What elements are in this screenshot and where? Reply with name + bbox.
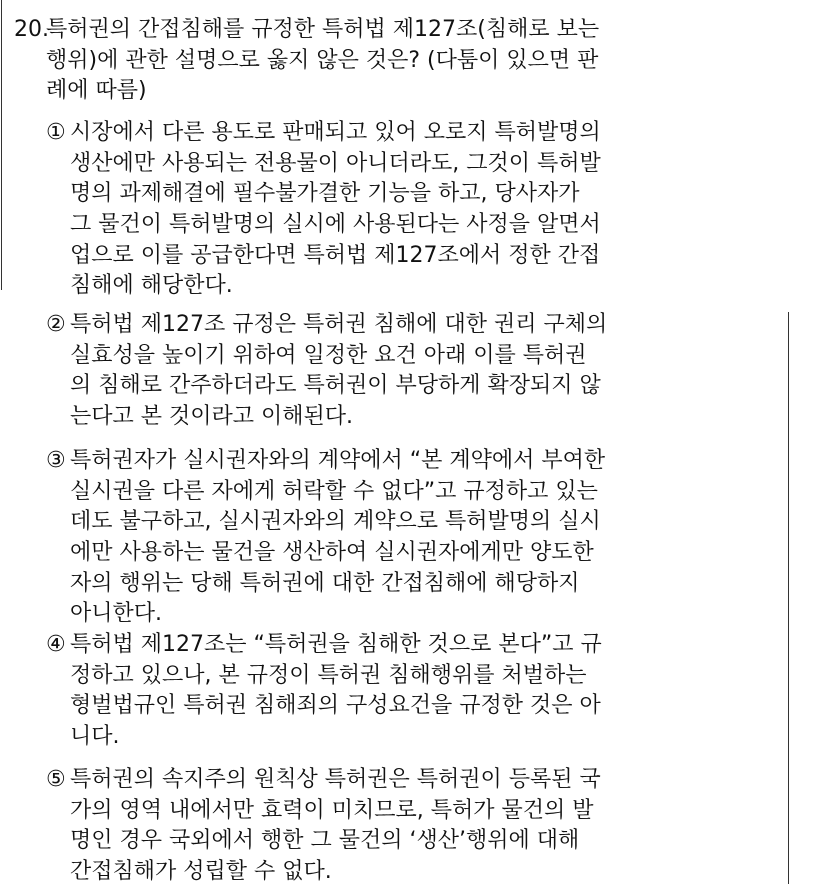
- option-marker: ⑤: [46, 767, 66, 792]
- option-line: 침해에 해당한다.: [70, 273, 233, 299]
- option-5[interactable]: [46, 765, 601, 888]
- option-line: 의 침해로 간주하더라도 특허권이 부당하게 확장되지 않: [70, 373, 601, 399]
- option-line: 가의 영역 내에서만 효력이 미치므로, 특허가 물건의 발: [70, 797, 594, 823]
- option-line: 명의 과제해결에 필수불가결한 기능을 하고, 당사자가: [70, 181, 580, 207]
- option-line: 특허권의 속지주의 원칙상 특허권은 특허권이 등록된 국: [70, 767, 601, 792]
- option-marker: ②: [46, 312, 66, 337]
- option-line: 특허권자가 실시권자와의 계약에서 “본 계약에서 부여한: [70, 448, 606, 473]
- question-line: 특허권의 간접침해를 규정한 특허법 제127조(침해로 보는: [46, 17, 600, 42]
- option-line: 실효성을 높이기 위하여 일정한 요건 아래 이를 특허권: [70, 342, 587, 368]
- question-line: 행위)에 관한 설명으로 옳지 않은 것은? (다툼이 있으면 판: [46, 47, 599, 73]
- option-line: 간접침해가 성립할 수 없다.: [70, 859, 332, 885]
- question: [14, 15, 599, 107]
- option-line: 특허법 제127조 규정은 특허권 침해에 대한 권리 구체의: [70, 312, 608, 337]
- option-line: 특허법 제127조는 “특허권을 침해한 것으로 본다”고 규: [70, 632, 602, 657]
- option-line: 실시권을 다른 자에게 허락할 수 없다”고 규정하고 있는: [70, 478, 598, 504]
- option-line: 아니한다.: [70, 601, 163, 627]
- option-marker: ④: [46, 632, 66, 657]
- option-line: 명인 경우 국외에서 행한 그 물건의 ‘생산’행위에 대해: [70, 828, 580, 854]
- option-line: 에만 사용하는 물건을 생산하여 실시권자에게만 양도한: [70, 540, 594, 566]
- option-line: 니다.: [70, 724, 120, 750]
- option-marker: ③: [46, 448, 66, 473]
- option-line: 생산에만 사용되는 전용물이 아니더라도, 그것이 특허발: [70, 150, 601, 176]
- option-3[interactable]: [46, 446, 605, 630]
- option-line: 데도 불구하고, 실시권자와의 계약으로 특허발명의 실시: [70, 509, 601, 535]
- option-line: 형벌법규인 특허권 침해죄의 구성요건을 규정한 것은 아: [70, 693, 601, 719]
- right-column-rule: [788, 312, 789, 884]
- option-marker: ①: [46, 120, 66, 145]
- option-2[interactable]: [46, 310, 607, 433]
- option-line: 업으로 이를 공급한다면 특허법 제127조에서 정한 간접: [70, 242, 601, 268]
- option-line: 그 물건이 특허발명의 실시에 사용된다는 사정을 알면서: [70, 212, 601, 238]
- option-line: 는다고 본 것이라고 이해된다.: [70, 404, 353, 430]
- option-1[interactable]: [46, 118, 601, 302]
- option-line: 자의 행위는 당해 특허권에 대한 간접침해에 해당하지: [70, 570, 580, 596]
- question-line: 례에 따름): [46, 78, 147, 104]
- option-line: 정하고 있으나, 본 규정이 특허권 침해행위를 처벌하는: [70, 662, 587, 688]
- option-4[interactable]: [46, 630, 602, 753]
- option-line: 시장에서 다른 용도로 판매되고 있어 오로지 특허발명의: [70, 120, 601, 145]
- question-number: 20.: [14, 17, 49, 42]
- left-column-rule: [1, 0, 2, 290]
